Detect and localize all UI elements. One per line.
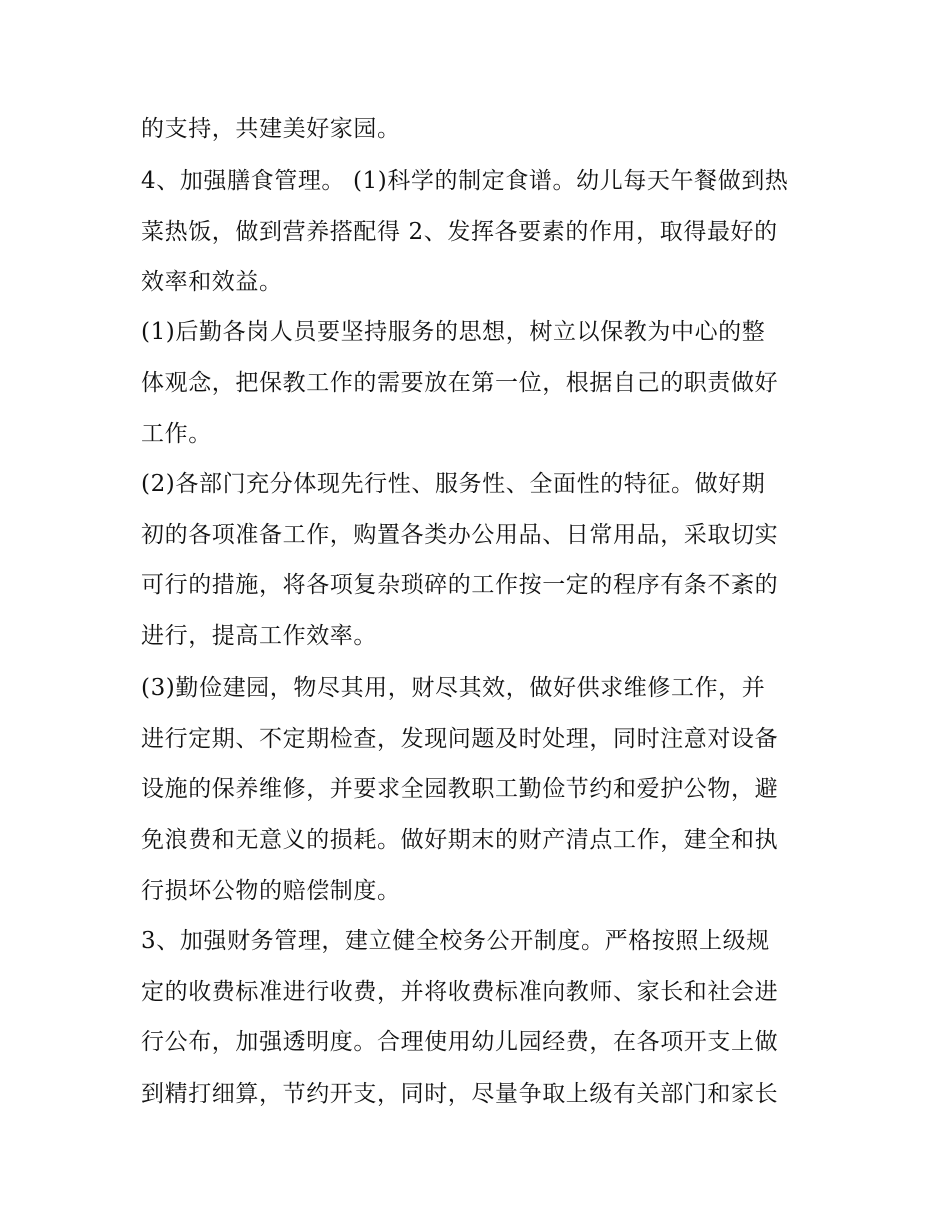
text-line: 的支持，共建美好家园。 [141,116,401,142]
text-line: 效率和效益。 [141,269,283,295]
text-line: 菜热饭，做到营养搭配得 2、发挥各要素的作用，取得最好的 [141,219,778,245]
text-line: 4、加强膳食管理。 (1)科学的制定食谱。幼儿每天午餐做到热 [141,168,789,194]
text-line: 行损坏公物的赔偿制度。 [141,878,401,904]
text-line: (1)后勤各岗人员要坚持服务的思想，树立以保教为中心的整 [141,319,766,345]
text-line: 3、加强财务管理，建立健全校务公开制度。严格按照上级规 [141,928,770,954]
text-line: 进行，提高工作效率。 [141,623,377,649]
text-line: 定的收费标准进行收费，并将收费标准向教师、家长和社会进 [141,979,779,1005]
text-line: 可行的措施，将各项复杂琐碎的工作按一定的程序有条不紊的 [141,572,779,598]
text-line: (2)各部门充分体现先行性、服务性、全面性的特征。做好期 [141,471,766,497]
text-line: 行公布，加强透明度。合理使用幼儿园经费，在各项开支上做 [141,1029,779,1055]
text-line: 设施的保养维修，并要求全园教职工勤俭节约和爱护公物，避 [141,776,779,802]
text-line: (3)勤俭建园，物尽其用，财尽其效，做好供求维修工作，并 [141,675,766,701]
text-line: 体观念，把保教工作的需要放在第一位，根据自己的职责做好 [141,370,779,396]
text-line: 初的各项准备工作，购置各类办公用品、日常用品，采取切实 [141,522,779,548]
text-line: 到精打细算，节约开支，同时，尽量争取上级有关部门和家长 [141,1081,779,1107]
text-line: 工作。 [141,421,212,447]
text-line: 进行定期、不定期检查，发现问题及时处理，同时注意对设备 [141,726,779,752]
text-line: 免浪费和无意义的损耗。做好期末的财产清点工作，建全和执 [141,827,779,853]
